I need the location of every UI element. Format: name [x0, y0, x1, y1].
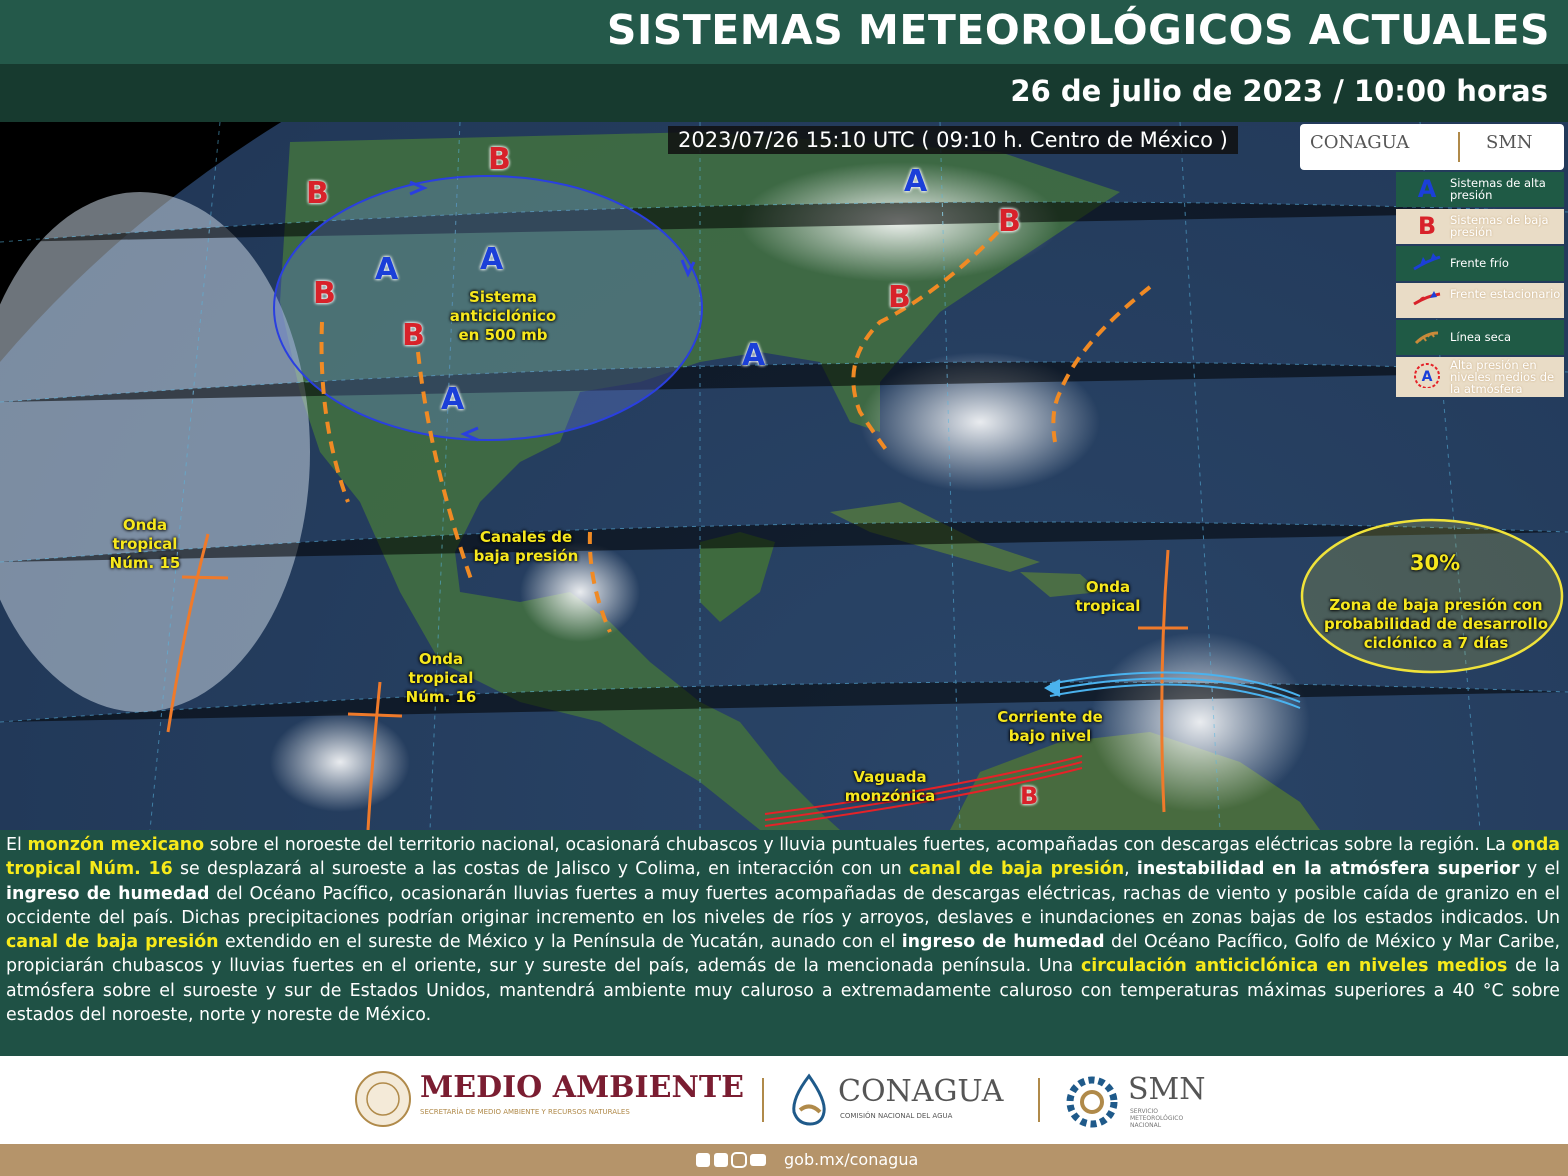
cold-front-icon: [1410, 249, 1444, 277]
footer-separator: [1038, 1078, 1040, 1122]
page-title: SISTEMAS METEOROLÓGICOS ACTUALES: [606, 6, 1550, 54]
conagua-title: CONAGUA: [838, 1074, 1004, 1109]
conagua-subtitle: COMISIÓN NACIONAL DEL AGUA: [840, 1112, 953, 1120]
map-logos: [1300, 124, 1564, 170]
legend-low-symbol: B: [1417, 212, 1437, 240]
stationary-front-icon: [1410, 286, 1444, 314]
svg-text:A: A: [1421, 369, 1433, 385]
date-bar: [0, 64, 1568, 122]
satellite-map: [0, 122, 1568, 830]
dry-line-icon: [1410, 323, 1444, 351]
legend-high-label: Sistemas de alta presión: [1450, 176, 1546, 202]
conagua-drop-icon: [786, 1072, 832, 1128]
tropical-wave-15-label: Onda tropical Núm. 15: [109, 516, 181, 572]
facebook-icon: [696, 1153, 710, 1167]
tropical-wave-label: Onda tropical: [1075, 578, 1141, 615]
smn-title: SMN: [1128, 1072, 1206, 1107]
legend-mid-level-high-label: Alta presión en niveles medios de la atmósfera: [1450, 358, 1555, 396]
legend-item-cold-front: [1396, 246, 1564, 281]
mexico-seal-icon: [354, 1070, 412, 1128]
medio-ambiente-title: MEDIO AMBIENTE: [420, 1070, 745, 1105]
social-icons: [696, 1152, 776, 1168]
cyclone-zone-label: Zona de baja presión con probabilidad de desarrollo ciclónico a 7 días: [1323, 596, 1549, 652]
probability-label: 30%: [1409, 551, 1461, 575]
smn-gear-icon: [1064, 1074, 1120, 1130]
tropical-wave-16-label: Onda tropical Núm. 16: [405, 650, 477, 706]
footer-separator: [762, 1078, 764, 1122]
legend-item-mid-level-high: [1396, 357, 1564, 397]
forecast-text-panel: [0, 830, 1568, 1056]
anticyclone-label: Sistema anticiclónico en 500 mb: [449, 288, 557, 344]
low-pressure-marker: B: [313, 276, 336, 311]
conagua-logo: CONAGUA: [1310, 132, 1410, 153]
high-pressure-marker: A: [441, 382, 465, 417]
monsoon-trough-label: Vaguada monzónica: [844, 768, 936, 805]
low-pressure-marker: B: [1020, 782, 1039, 810]
low-pressure-marker: B: [402, 318, 425, 353]
instagram-icon: [732, 1153, 746, 1167]
legend-high-symbol: A: [1417, 175, 1437, 203]
low-pressure-marker: B: [488, 142, 511, 177]
satellite-timestamp: 2023/07/26 15:10 UTC ( 09:10 h. Centro de México ): [668, 126, 1238, 154]
twitter-icon: [714, 1153, 728, 1167]
legend-item-stationary-front: [1396, 283, 1564, 318]
high-pressure-marker: A: [904, 164, 928, 199]
low-level-current-label: Corriente de bajo nivel: [997, 708, 1103, 745]
legend-item-dry-line: [1396, 320, 1564, 355]
low-pressure-marker: B: [306, 176, 329, 211]
smn-subtitle: SERVICIO METEOROLÓGICO NACIONAL: [1130, 1108, 1184, 1129]
mid-level-high-icon: [1410, 360, 1444, 388]
cloud-cluster: [1090, 632, 1310, 812]
legend-cold-front-label: Frente frío: [1450, 256, 1509, 270]
low-pressure-marker: B: [998, 204, 1021, 239]
forecast-text: El monzón mexicano sobre el noroeste del territorio nacional, ocasionará chubascos y lluvia puntuales fuertes, acompañadas con descargas eléctricas sobre la región. La onda tropical Núm. 16 se desplazará al suroeste a las costas de Jalisco y Colima, en interacción con un canal de baja presión, inestabilidad en la atmósfera superior y el ingreso de humedad del Océano Pacífico, ocasionarán lluvias fuertes a muy fuertes acompañadas de descargas eléctricas, rachas de viento y posible caída de granizo en el occidente del país. Dichas precipitaciones podrían originar incremento en los niveles de ríos y arroyos, deslaves e inundaciones en zonas bajas de los estados indicados. Un canal de baja presión extendido en el sureste de México y la Península de Yucatán, aunado con el ingreso de humedad del Océano Pacífico, Golfo de México y Mar Caribe, propiciarán chubascos y lluvias fuertes en el oriente, sur y sureste del país, además de la mencionada península. Una circulación anticiclónica en niveles medios de la atmósfera sobre el suroeste y sur de Estados Unidos, mantendrá ambiente muy caluroso a extremadamente caluroso con temperaturas máximas superiores a 40 °C sobre estados del noroeste, norte y noreste de México.: [6, 835, 1561, 1026]
social-bar: [0, 1144, 1568, 1176]
date-label: 26 de julio de 2023 / 10:00 horas: [1010, 74, 1548, 108]
high-pressure-marker: A: [742, 338, 766, 373]
legend-item-high: [1396, 172, 1564, 207]
legend-low-label: Sistemas de baja presión: [1450, 213, 1549, 239]
footer-logos: [0, 1056, 1568, 1144]
cloud-cluster: [270, 712, 410, 812]
low-pressure-marker: B: [888, 280, 911, 315]
high-pressure-marker: A: [480, 242, 504, 277]
medio-ambiente-subtitle: SECRETARÍA DE MEDIO AMBIENTE Y RECURSOS NATURALES: [420, 1108, 630, 1116]
title-bar: [0, 0, 1568, 64]
map-legend: [1396, 172, 1564, 399]
channels-label: Canales de baja presión: [473, 528, 579, 565]
footer-url[interactable]: gob.mx/conagua: [784, 1150, 919, 1169]
legend-stationary-front-label: Frente estacionario: [1450, 287, 1561, 301]
map-graphic: [0, 122, 1568, 830]
smn-logo: SMN: [1486, 132, 1533, 153]
high-pressure-marker: A: [375, 252, 399, 287]
youtube-icon: [750, 1154, 766, 1166]
legend-item-low: [1396, 209, 1564, 244]
legend-dry-line-label: Línea seca: [1450, 330, 1512, 344]
logo-separator: [1458, 132, 1460, 162]
